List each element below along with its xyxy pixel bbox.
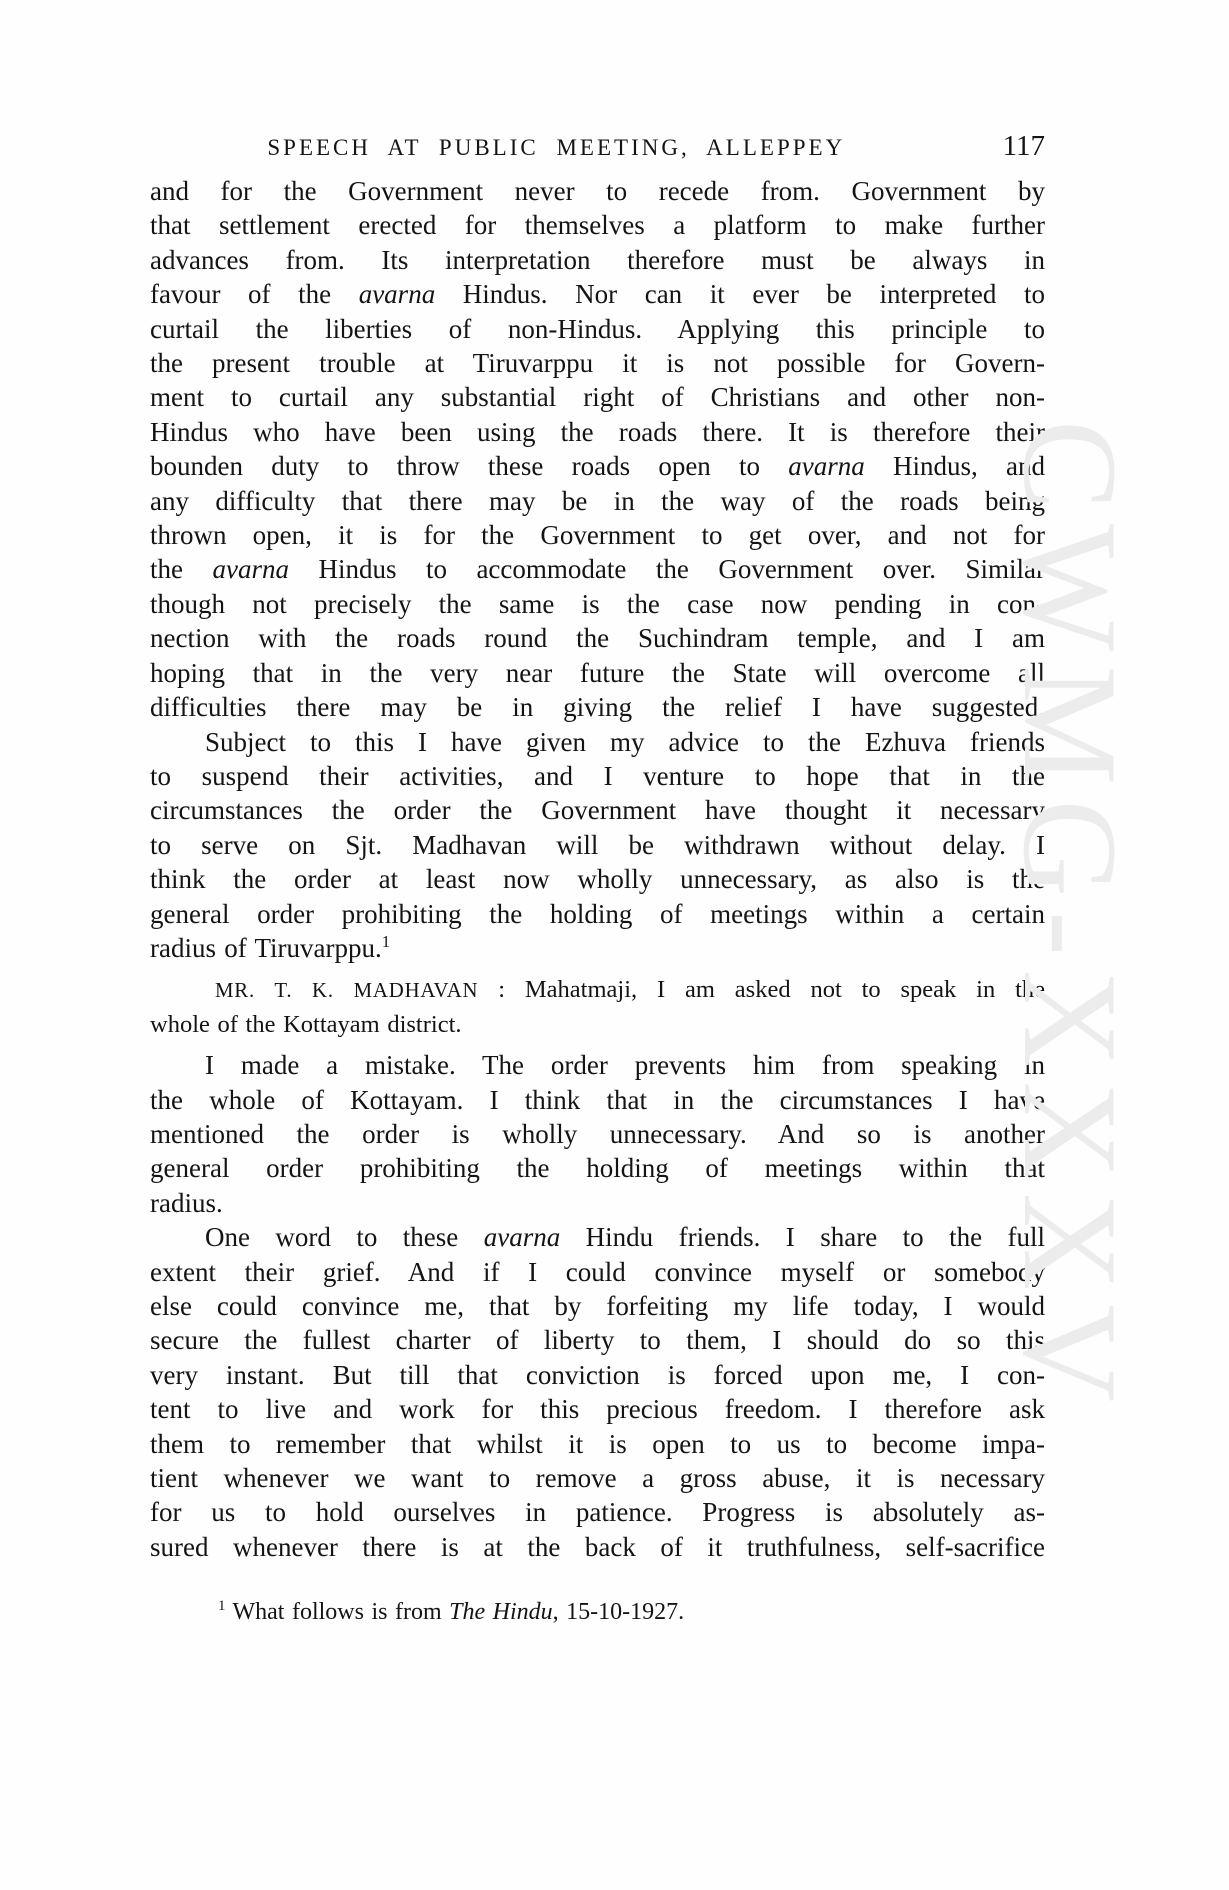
text-run: difficulties there may be in giving the relief I have suggested.	[150, 692, 1045, 723]
text-line	[150, 1596, 1045, 1628]
text-line	[150, 552, 1045, 586]
text-run: that settlement erected for themselves a platform to make further	[150, 210, 1045, 241]
text-run: very instant. But till that conviction is forced upon me, I con-	[150, 1359, 1045, 1390]
text-line	[150, 277, 1045, 311]
text-line	[150, 1323, 1045, 1357]
text-run: Subject to this I have given my advice to the Ezhuva friends	[205, 726, 1045, 757]
text-line	[150, 449, 1045, 483]
text-run: extent their grief. And if I could convince myself or somebody	[150, 1256, 1045, 1287]
text-run: Hindu friends. I share to the full	[560, 1222, 1046, 1253]
italic-run: The Hindu	[449, 1599, 553, 1625]
text-line	[150, 243, 1045, 277]
text-line	[150, 973, 1045, 1007]
paragraph	[150, 1596, 1045, 1628]
paragraph	[150, 1220, 1045, 1564]
paragraph	[150, 174, 1045, 725]
paragraph	[150, 725, 1045, 966]
footnote-marker: 1	[381, 931, 391, 951]
text-run: mentioned the order is wholly unnecessary. And so is another	[150, 1118, 1045, 1149]
text-run: the whole of Kottayam. I think that in the circumstances I have	[150, 1084, 1045, 1115]
text-run: secure the fullest charter of liberty to them, I should do so this	[150, 1325, 1045, 1356]
italic-run: avarna	[788, 451, 865, 482]
text-line	[150, 380, 1045, 414]
paragraph	[150, 973, 1045, 1042]
text-line	[150, 346, 1045, 380]
volume-watermark: CWMG-XXXV	[995, 420, 1144, 1416]
text-line	[150, 208, 1045, 242]
text-line	[150, 931, 1045, 965]
text-run: hoping that in the very near future the State will overcome all	[150, 657, 1045, 688]
footnote-marker: 1	[218, 1598, 226, 1614]
text-run: nection with the roads round the Suchindram temple, and I am	[150, 623, 1045, 654]
text-run: to serve on Sjt. Madhavan will be withdrawn without delay. I	[150, 829, 1045, 860]
text-line	[150, 1186, 1045, 1220]
text-line	[150, 1289, 1045, 1323]
italic-run: avarna	[483, 1222, 561, 1253]
text-run: Hindus. Nor can it ever be interpreted to	[435, 279, 1045, 310]
text-run: though not precisely the same is the case now pending in con-	[150, 588, 1045, 619]
text-run: general order prohibiting the holding of meetings within that	[150, 1153, 1045, 1184]
text-line	[150, 1151, 1045, 1185]
text-line	[150, 690, 1045, 724]
text-run: bounden duty to throw these roads open to	[150, 451, 789, 482]
text-line	[150, 1495, 1045, 1529]
italic-run: avarna	[358, 279, 436, 310]
page-header	[150, 130, 1045, 163]
text-line	[150, 484, 1045, 518]
text-run: thrown open, it is for the Government to get over, and not for	[150, 520, 1045, 551]
text-run: whole of the Kottayam district.	[150, 1010, 462, 1038]
text-line	[150, 1358, 1045, 1392]
text-run: What follows is from	[225, 1599, 450, 1625]
text-line	[150, 621, 1045, 655]
text-run: any difficulty that there may be in the way of the roads being	[150, 485, 1045, 516]
text-line	[150, 725, 1045, 759]
text-run: One word to these	[205, 1222, 484, 1253]
text-line	[150, 415, 1045, 449]
text-line	[150, 518, 1045, 552]
text-run: Hindus to accommodate the Government over. Similar	[288, 554, 1045, 585]
page-number: 117	[1002, 130, 1045, 162]
text-run: radius.	[150, 1187, 223, 1218]
text-line	[150, 174, 1045, 208]
italic-run: avarna	[212, 554, 289, 585]
text-line	[150, 897, 1045, 931]
text-run: and for the Government never to recede from. Government by	[150, 176, 1045, 206]
text-run: for us to hold ourselves in patience. Progress is absolutely as-	[150, 1497, 1045, 1528]
text-line	[150, 1255, 1045, 1289]
text-run: Hindus who have been using the roads there. It is therefore their	[150, 416, 1045, 447]
text-line	[150, 1117, 1045, 1151]
text-line	[150, 862, 1045, 896]
text-line	[150, 656, 1045, 690]
text-line	[150, 312, 1045, 346]
text-line	[150, 1427, 1045, 1461]
text-line	[150, 828, 1045, 862]
text-line	[150, 587, 1045, 621]
text-run: tent to live and work for this precious freedom. I therefore ask	[150, 1394, 1045, 1425]
running-head: SPEECH AT PUBLIC MEETING, ALLEPPEY	[267, 135, 846, 160]
text-line	[150, 793, 1045, 827]
text-line	[150, 1392, 1045, 1426]
text-run: I made a mistake. The order prevents him from speaking in	[205, 1050, 1045, 1081]
text-run: : Mahatmaji, I am asked not to speak in the	[478, 976, 1045, 1004]
text-line	[150, 1220, 1045, 1254]
text-run: curtail the liberties of non-Hindus. Applying this principle to	[150, 313, 1045, 344]
text-run: think the order at least now wholly unnecessary, as also is the	[150, 864, 1045, 895]
footnote	[150, 1596, 1045, 1628]
text-line	[150, 1530, 1045, 1564]
text-run: , 15-10-1927.	[552, 1599, 685, 1625]
smallcaps-speaker-name: MR. T. K. MADHAVAN	[215, 978, 479, 1003]
text-line	[150, 1008, 1045, 1042]
text-line	[150, 1461, 1045, 1495]
text-run: the present trouble at Tiruvarppu it is not possible for Govern-	[150, 348, 1045, 379]
text-run: them to remember that whilst it is open to us to become impa-	[150, 1428, 1045, 1459]
text-run: else could convince me, that by forfeiting my life today, I would	[150, 1291, 1045, 1321]
text-run: radius of Tiruvarppu.	[150, 932, 382, 963]
body-text	[150, 174, 1045, 1564]
paragraph	[150, 1048, 1045, 1220]
text-run: general order prohibiting the holding of meetings within a certain	[150, 898, 1045, 929]
text-run: tient whenever we want to remove a gross abuse, it is necessary	[150, 1463, 1045, 1494]
text-run: advances from. Its interpretation therefore must be always in	[150, 244, 1045, 275]
text-line	[150, 759, 1045, 793]
text-run: ment to curtail any substantial right of Christians and other non-	[150, 382, 1045, 413]
text-run: Hindus, and	[864, 451, 1045, 482]
text-run: to suspend their activities, and I venture to hope that in the	[150, 760, 1045, 791]
text-run: circumstances the order the Government have thought it necessary	[150, 795, 1045, 826]
text-run: the	[150, 554, 213, 585]
text-line	[150, 1048, 1045, 1082]
text-line	[150, 1083, 1045, 1117]
text-run: favour of the	[150, 279, 359, 310]
text-run: sured whenever there is at the back of it truthfulness, self-sacrifice	[150, 1531, 1045, 1562]
